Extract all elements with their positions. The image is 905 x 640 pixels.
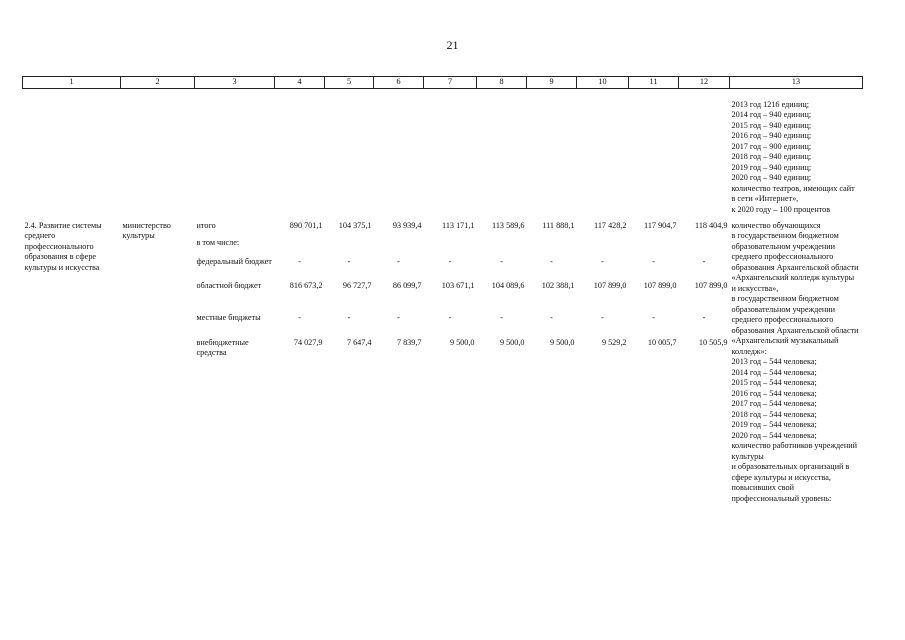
funding-value: 107 899,0 bbox=[694, 280, 728, 290]
funding-value: 86 099,7 bbox=[392, 280, 422, 290]
funding-value: - bbox=[397, 312, 400, 322]
funding-value: - bbox=[347, 312, 351, 322]
funding-value: 10 005,7 bbox=[647, 337, 677, 347]
executor: министерство культуры bbox=[122, 220, 171, 240]
funding-value: 117 428,2 bbox=[594, 220, 627, 230]
funding-value: - bbox=[448, 256, 452, 266]
funding-source: местные бюджеты bbox=[196, 312, 261, 322]
funding-value: 9 500,0 bbox=[449, 337, 475, 347]
funding-value: - bbox=[298, 256, 301, 266]
funding-value: - bbox=[500, 312, 503, 322]
continuation-row bbox=[23, 88, 863, 219]
header-cell: 1 bbox=[23, 77, 121, 89]
funding-value: 9 529,2 bbox=[601, 337, 627, 347]
funding-value: - bbox=[652, 312, 655, 322]
funding-value: - bbox=[500, 256, 503, 266]
funding-value: - bbox=[347, 256, 351, 266]
funding-value: - bbox=[702, 312, 706, 322]
funding-source: внебюджетные средства bbox=[196, 337, 249, 357]
funding-value: 93 939,4 bbox=[392, 220, 422, 230]
header-cell: 6 bbox=[374, 77, 424, 89]
funding-value: 103 671,1 bbox=[441, 280, 475, 290]
funding-value: 816 673,2 bbox=[289, 280, 323, 290]
funding-value: 107 899,0 bbox=[593, 280, 627, 290]
funding-source: в том числе: bbox=[196, 237, 240, 247]
funding-value: - bbox=[397, 256, 400, 266]
funding-source: итого bbox=[196, 220, 216, 230]
funding-value: 7 839,7 bbox=[396, 337, 422, 347]
funding-value: 104 089,6 bbox=[491, 280, 525, 290]
funding-source: федеральный бюджет bbox=[196, 256, 272, 266]
funding-value: - bbox=[702, 256, 706, 266]
header-cell: 13 bbox=[730, 77, 863, 89]
funding-value: 74 027,9 bbox=[293, 337, 323, 347]
header-cell: 5 bbox=[325, 77, 374, 89]
funding-value: - bbox=[601, 256, 604, 266]
header-cell: 11 bbox=[629, 77, 679, 89]
target-indicators: количество обучающихся в государственном бюджетном образовательном учреждении среднего профессионального образования Архангельской области «Архангельский колледж культуры и искусства», в государственном бюджетном образовательном учреждении среднего профессионального образования Архангельской области «Архангельский музыкальный колледж»: 2013 год – 544 человека; 2014 год – 544 человека; 2015 год – 544 человека; 2016 год – 544 человека; 2017 год – 544 человека; 2018 год – 544 человека; 2019 год – 544 человека; 2020 год – 544 человека; количество работников учреждений культуры и образовательных организаций в сфере культуры и искусства, повысивших свой профессиональный уровень: bbox=[731, 220, 859, 503]
funding-value: 96 727,7 bbox=[342, 280, 372, 290]
header-cell: 10 bbox=[577, 77, 629, 89]
page-number: 21 bbox=[446, 38, 459, 52]
funding-value: - bbox=[652, 256, 655, 266]
funding-value: 118 404,9 bbox=[695, 220, 728, 230]
header-cell: 2 bbox=[121, 77, 195, 89]
continuation-indicators: 2013 год 1216 единиц; 2014 год – 940 единиц; 2015 год – 940 единиц; 2016 год – 940 единиц; 2017 год – 900 единиц; 2018 год – 940 единиц; 2019 год – 940 единиц; 2020 год – 940 единиц; количество театров, имеющих сайт в сети «Интернет», к 2020 году – 100 процентов bbox=[731, 99, 855, 214]
measure-name: 2.4. Развитие системы среднего профессионального образования в сфере культуры и искусства bbox=[24, 220, 102, 272]
program-table bbox=[22, 76, 863, 568]
funding-value: 9 500,0 bbox=[499, 337, 525, 347]
funding-value: 102 388,1 bbox=[541, 280, 575, 290]
funding-value: - bbox=[550, 256, 553, 266]
funding-value: - bbox=[550, 312, 553, 322]
header-cell: 3 bbox=[195, 77, 275, 89]
funding-value: 890 701,1 bbox=[289, 220, 323, 230]
funding-source: областной бюджет bbox=[196, 280, 262, 290]
funding-row bbox=[23, 219, 863, 238]
funding-value: - bbox=[298, 312, 301, 322]
funding-value: 107 899,0 bbox=[643, 280, 677, 290]
funding-value: 10 505,9 bbox=[698, 337, 728, 347]
header-cell: 7 bbox=[424, 77, 477, 89]
funding-value: 9 500,0 bbox=[549, 337, 575, 347]
funding-value: 113 171,1 bbox=[442, 220, 475, 230]
header-cell: 4 bbox=[275, 77, 325, 89]
funding-value: 111 888,1 bbox=[542, 220, 575, 230]
funding-value: 117 904,7 bbox=[644, 220, 677, 230]
funding-value: 113 589,6 bbox=[492, 220, 525, 230]
header-row bbox=[23, 77, 863, 89]
header-cell: 9 bbox=[527, 77, 577, 89]
funding-value: 7 647,4 bbox=[346, 337, 372, 347]
funding-value: - bbox=[448, 312, 452, 322]
header-cell: 12 bbox=[679, 77, 730, 89]
funding-value: 104 375,1 bbox=[338, 220, 372, 230]
header-cell: 8 bbox=[477, 77, 527, 89]
funding-value: - bbox=[601, 312, 604, 322]
